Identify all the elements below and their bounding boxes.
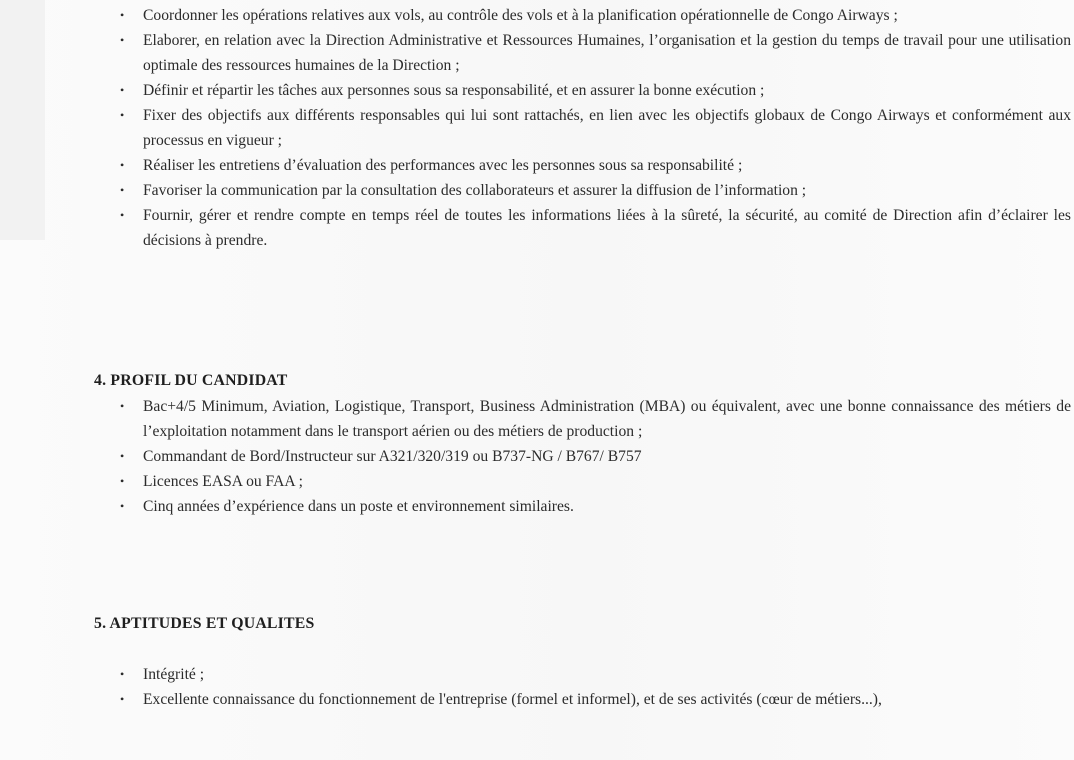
bullet-icon: • xyxy=(120,83,125,97)
list-item-text: Fixer des objectifs aux différents responsables qui lui sont rattachés, en lien avec les objectifs globaux de Congo Airways et conformément aux processus en vigueur ; xyxy=(143,107,1071,149)
list-item xyxy=(116,394,1071,444)
list-item xyxy=(116,494,1071,519)
bullet-icon: • xyxy=(120,33,125,47)
section-heading-aptitudes: 5. APTITUDES ET QUALITES xyxy=(94,615,315,632)
bullet-icon: • xyxy=(120,667,125,681)
bullet-icon: • xyxy=(120,208,125,222)
bullet-icon: • xyxy=(120,499,125,513)
responsibilities-list xyxy=(116,3,1071,253)
list-item-text: Fournir, gérer et rendre compte en temps réel de toutes les informations liées à la sûreté, la sécurité, au comité de Direction afin d’éclairer les décisions à prendre. xyxy=(143,207,1071,249)
list-item xyxy=(116,444,1071,469)
list-item-text: Excellente connaissance du fonctionnement de l'entreprise (formel et informel), et de ses activités (cœur de métiers...), xyxy=(143,691,882,708)
aptitudes-list xyxy=(116,662,1071,712)
list-item-text: Licences EASA ou FAA ; xyxy=(143,473,303,490)
list-item-text: Définir et répartir les tâches aux personnes sous sa responsabilité, et en assurer la bonne exécution ; xyxy=(143,82,765,99)
list-item-text: Bac+4/5 Minimum, Aviation, Logistique, Transport, Business Administration (MBA) ou équivalent, avec une bonne connaissance des métiers de l’exploitation notamment dans le transport aérien ou des métiers de production ; xyxy=(143,398,1071,440)
list-item-text: Elaborer, en relation avec la Direction Administrative et Ressources Humaines, l’organisation et la gestion du temps de travail pour une utilisation optimale des ressources humaines de la Direction ; xyxy=(143,32,1071,74)
list-item-text: Réaliser les entretiens d’évaluation des performances avec les personnes sous sa responsabilité ; xyxy=(143,157,743,174)
section-heading-profil: 4. PROFIL DU CANDIDAT xyxy=(94,372,288,389)
bullet-icon: • xyxy=(120,158,125,172)
bullet-icon: • xyxy=(120,474,125,488)
list-item xyxy=(116,178,1071,203)
list-item-text: Cinq années d’expérience dans un poste et environnement similaires. xyxy=(143,498,574,515)
bullet-icon: • xyxy=(120,399,125,413)
list-item xyxy=(116,28,1071,78)
list-item-text: Coordonner les opérations relatives aux vols, au contrôle des vols et à la planification opérationnelle de Congo Airways ; xyxy=(143,7,898,24)
bullet-icon: • xyxy=(120,108,125,122)
list-item xyxy=(116,469,1071,494)
list-item-text: Intégrité ; xyxy=(143,666,205,683)
bullet-icon: • xyxy=(120,449,125,463)
list-item xyxy=(116,78,1071,103)
list-item xyxy=(116,103,1071,153)
list-item xyxy=(116,662,1071,687)
list-item xyxy=(116,3,1071,28)
profile-list xyxy=(116,394,1071,519)
list-item xyxy=(116,203,1071,253)
bullet-icon: • xyxy=(120,8,125,22)
list-item xyxy=(116,687,1071,712)
list-item xyxy=(116,153,1071,178)
list-item-text: Favoriser la communication par la consultation des collaborateurs et assurer la diffusion de l’information ; xyxy=(143,182,807,199)
bullet-icon: • xyxy=(120,183,125,197)
bullet-icon: • xyxy=(120,692,125,706)
list-item-text: Commandant de Bord/Instructeur sur A321/320/319 ou B737-NG / B767/ B757 xyxy=(143,448,642,465)
